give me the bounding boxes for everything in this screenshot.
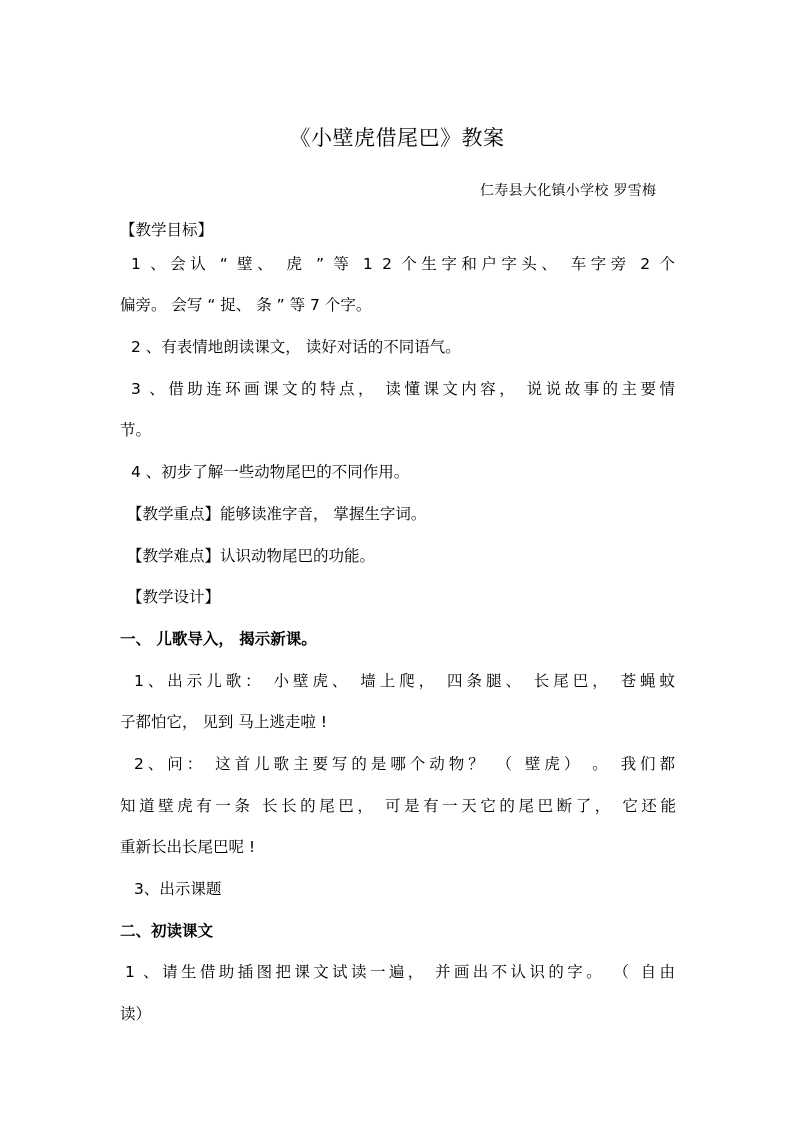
- section-heading-objectives: 【教学目标】: [120, 221, 214, 239]
- step-3: 3、出示课题: [134, 880, 222, 898]
- part-2-step-1-line-2: 读）: [120, 1005, 152, 1023]
- step-2-line-1: 2、问： 这首儿歌主要写的是哪个动物？ （ 壁虎） 。 我们都: [134, 755, 675, 773]
- section-heading-design: 【教学设计】: [127, 588, 221, 606]
- step-2-line-3: 重新长出长尾巴呢 !: [120, 838, 256, 856]
- step-1-line-1: 1、出示儿歌： 小壁虎、 墙上爬， 四条腿、 长尾巴， 苍蝇蚊: [134, 672, 675, 690]
- objective-2: 2 、有表情地朗读课文， 读好对话的不同语气。: [131, 338, 461, 356]
- document-title: 《小壁虎借尾巴》教案: [289, 126, 505, 150]
- objective-3-line-1: 3 、借助连环画课文的特点， 读懂课文内容， 说说故事的主要情: [131, 380, 675, 398]
- part-1-heading: 一、 儿歌导入， 揭示新课。: [120, 630, 317, 648]
- author-line: 仁寿县大化镇小学校 罗雪梅: [480, 183, 657, 199]
- objective-1-line-1: 1 、会认 “ 壁、 虎 ” 等 1 2 个生字和户字头、 车字旁 2 个: [131, 255, 675, 273]
- difficult-points: 【教学难点】认识动物尾巴的功能。: [127, 547, 376, 565]
- objective-3-line-2: 节。: [120, 421, 152, 439]
- part-2-heading: 二、初读课文: [120, 922, 214, 940]
- part-2-step-1-line-1: 1 、请生借助插图把课文试读一遍， 并画出不认识的字。 （ 自由: [125, 963, 675, 981]
- objective-4: 4 、初步了解一些动物尾巴的不同作用。: [131, 463, 410, 481]
- step-1-line-2: 子都怕它， 见到 马上逃走啦 !: [120, 713, 327, 731]
- key-points: 【教学重点】能够读准字音， 掌握生字词。: [127, 505, 427, 523]
- objective-1-line-2: 偏旁。 会写 “ 捉、 条 ” 等 7 个字。: [120, 296, 372, 314]
- step-2-line-2: 知道壁虎有一条 长长的尾巴， 可是有一天它的尾巴断了， 它还能: [120, 797, 676, 815]
